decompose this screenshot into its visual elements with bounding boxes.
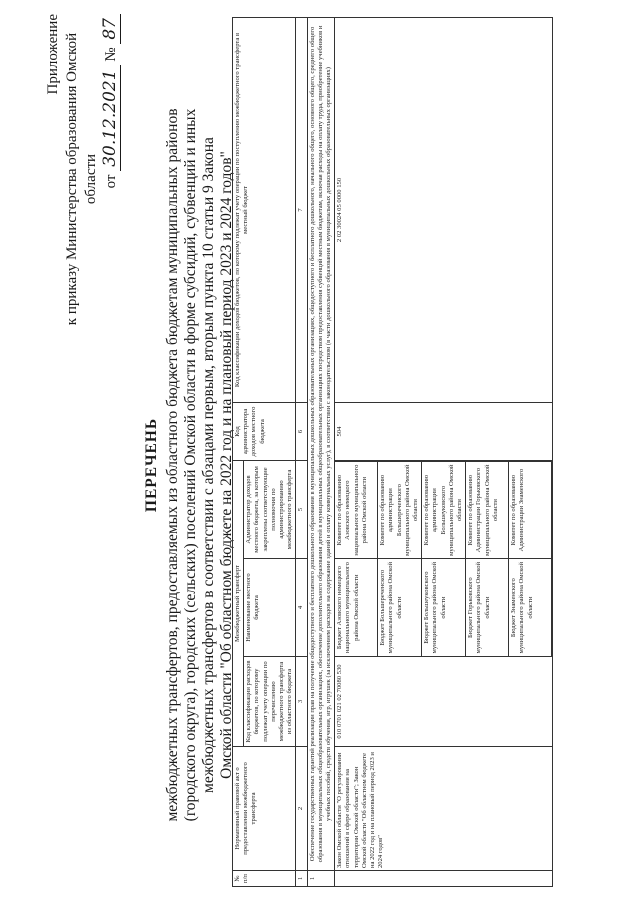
budgets-subtable	[335, 461, 552, 656]
budget-name: Бюджет Большереченского муниципального района Омской области	[378, 559, 422, 656]
title-line: межбюджетных трансфертов, предоставляемых из областного бюджета бюджетам муниципальных районов	[164, 108, 181, 822]
income-admin: Комитет по образованию Администрации Горьковского муниципального района Омской области	[466, 461, 509, 558]
annex-order-ref: к приказу Министерства образования Омской области	[64, 32, 99, 326]
budget-name: Бюджет Большеуковского муниципального района Омской области	[422, 559, 466, 656]
col-number: 6	[296, 402, 307, 460]
section-description: Обеспечение государственных гарантий реализации прав на получение общедоступного и бесплатного дошкольного образования в муниципальных дошкольных образовательных организациях, общедоступного и бесплатного дошкольного, начального общего, основного общего, среднего общего образования в муниципальных общеобразовательных организациях, обеспечение дополнительного образования детей в муниципальных общеобразовательных организациях посредством предоставления субвенций местным бюджетам, включая расходы на оплату труда, приобретение учебников и учебных пособий, средств обучения, игр, игрушек (за исключением расходов на содержание зданий и оплату коммунальных услуг), в соответствии с законодательством (в части дошкольного образования в муниципальных дошкольных образовательных организациях)	[307, 18, 335, 871]
header-number: № п/п	[233, 871, 296, 887]
annex-header	[44, 14, 121, 344]
title-line: межбюджетных трансфертов в соответствии с абзацами первым, вторым пункта 10 статьи 9 Закона	[200, 137, 217, 793]
expense-code-cell: 010 0701 021 02 70080 530	[335, 657, 553, 747]
document-title	[143, 55, 236, 875]
budget-row	[422, 461, 466, 656]
col-number: 4	[296, 559, 307, 657]
budget-row	[378, 461, 422, 656]
legal-act-cell: Закон Омской области "О регулировании отношений в сфере образования на территории Омской области"; Закон Омской области "Об областном бюджете на 2022 год и на плановый период 2023 и 2024 годов"	[335, 747, 553, 871]
column-numbers-row	[296, 18, 307, 887]
header-budget-name: Наименование местного бюджета	[244, 559, 296, 657]
budget-row	[509, 461, 552, 656]
title-heading: ПЕРЕЧЕНЬ	[143, 417, 160, 513]
budget-name: Бюджет Знаменского муниципального района Омской области	[509, 559, 552, 656]
budget-name: Бюджет Азовского немецкого национального муниципального района Омской области	[335, 559, 378, 656]
budget-row	[466, 461, 509, 656]
admin-code-cell: 504	[335, 402, 553, 460]
budget-name: Бюджет Горьковского муниципального района Омской области	[466, 559, 509, 656]
transfers-table	[232, 17, 553, 887]
header-row	[233, 18, 244, 887]
col-number: 5	[296, 460, 307, 558]
income-admin: Комитет по образованию администрации Большереченского муниципального района Омской области	[378, 461, 422, 558]
row-number-cell	[335, 871, 553, 887]
annex-from: от	[103, 174, 119, 189]
title-line: Омской области "Об областном бюджете на 2022 год и на плановый период 2023 и 2024 годов"	[218, 151, 235, 779]
col-number: 1	[296, 871, 307, 887]
income-admin: Комитет по образованию Азовского немецкого национального муниципального района Омской области	[335, 461, 378, 558]
budget-row	[335, 461, 378, 656]
header-legal-act: Нормативный правовой акт о предоставлении межбюджетного трансферта	[233, 747, 296, 871]
budgets-cell	[335, 460, 553, 656]
annex-date: 30.12.2021	[101, 65, 121, 170]
annex-date-line	[101, 14, 121, 344]
header-income-admin: Администратор доходов местного бюджета, за которым закреплены соответствующие полномочия по администрированию межбюджетного трансферта	[244, 460, 296, 558]
header-admin-code: Код администратора доходов местного бюджета	[233, 402, 296, 460]
col-number: 2	[296, 747, 307, 871]
header-expense-code: Код классификации расходов бюджетов, по которому подлежат учету операции по перечислению межбюджетного трансферта из областного бюджета	[244, 657, 296, 747]
annex-no: №	[103, 47, 119, 62]
title-line: (городского округа), городских (сельских) поселений Омской области в форме субсидий, субвенций и иных	[182, 108, 199, 822]
header-transfer-group: Межбюджетный трансферт	[233, 460, 244, 746]
income-admin: Комитет по образованию Администрации Знаменского	[509, 461, 552, 558]
section-row	[307, 18, 335, 887]
annex-number: 87	[101, 14, 121, 44]
col-number: 3	[296, 657, 307, 747]
row-number: 1	[307, 871, 335, 887]
data-row	[335, 18, 553, 887]
annex-title: Приложение	[45, 14, 61, 95]
income-code-cell: 2 02 30024 05 0000 150	[335, 18, 553, 403]
income-admin: Комитет по образованию администрации Большеуковского муниципального района Омской области	[422, 461, 466, 558]
header-income-code: Код классификации доходов бюджетов, по которому подлежат учету операции по поступлению межбюджетного трансферта в местный бюджет	[233, 18, 296, 403]
col-number: 7	[296, 18, 307, 403]
